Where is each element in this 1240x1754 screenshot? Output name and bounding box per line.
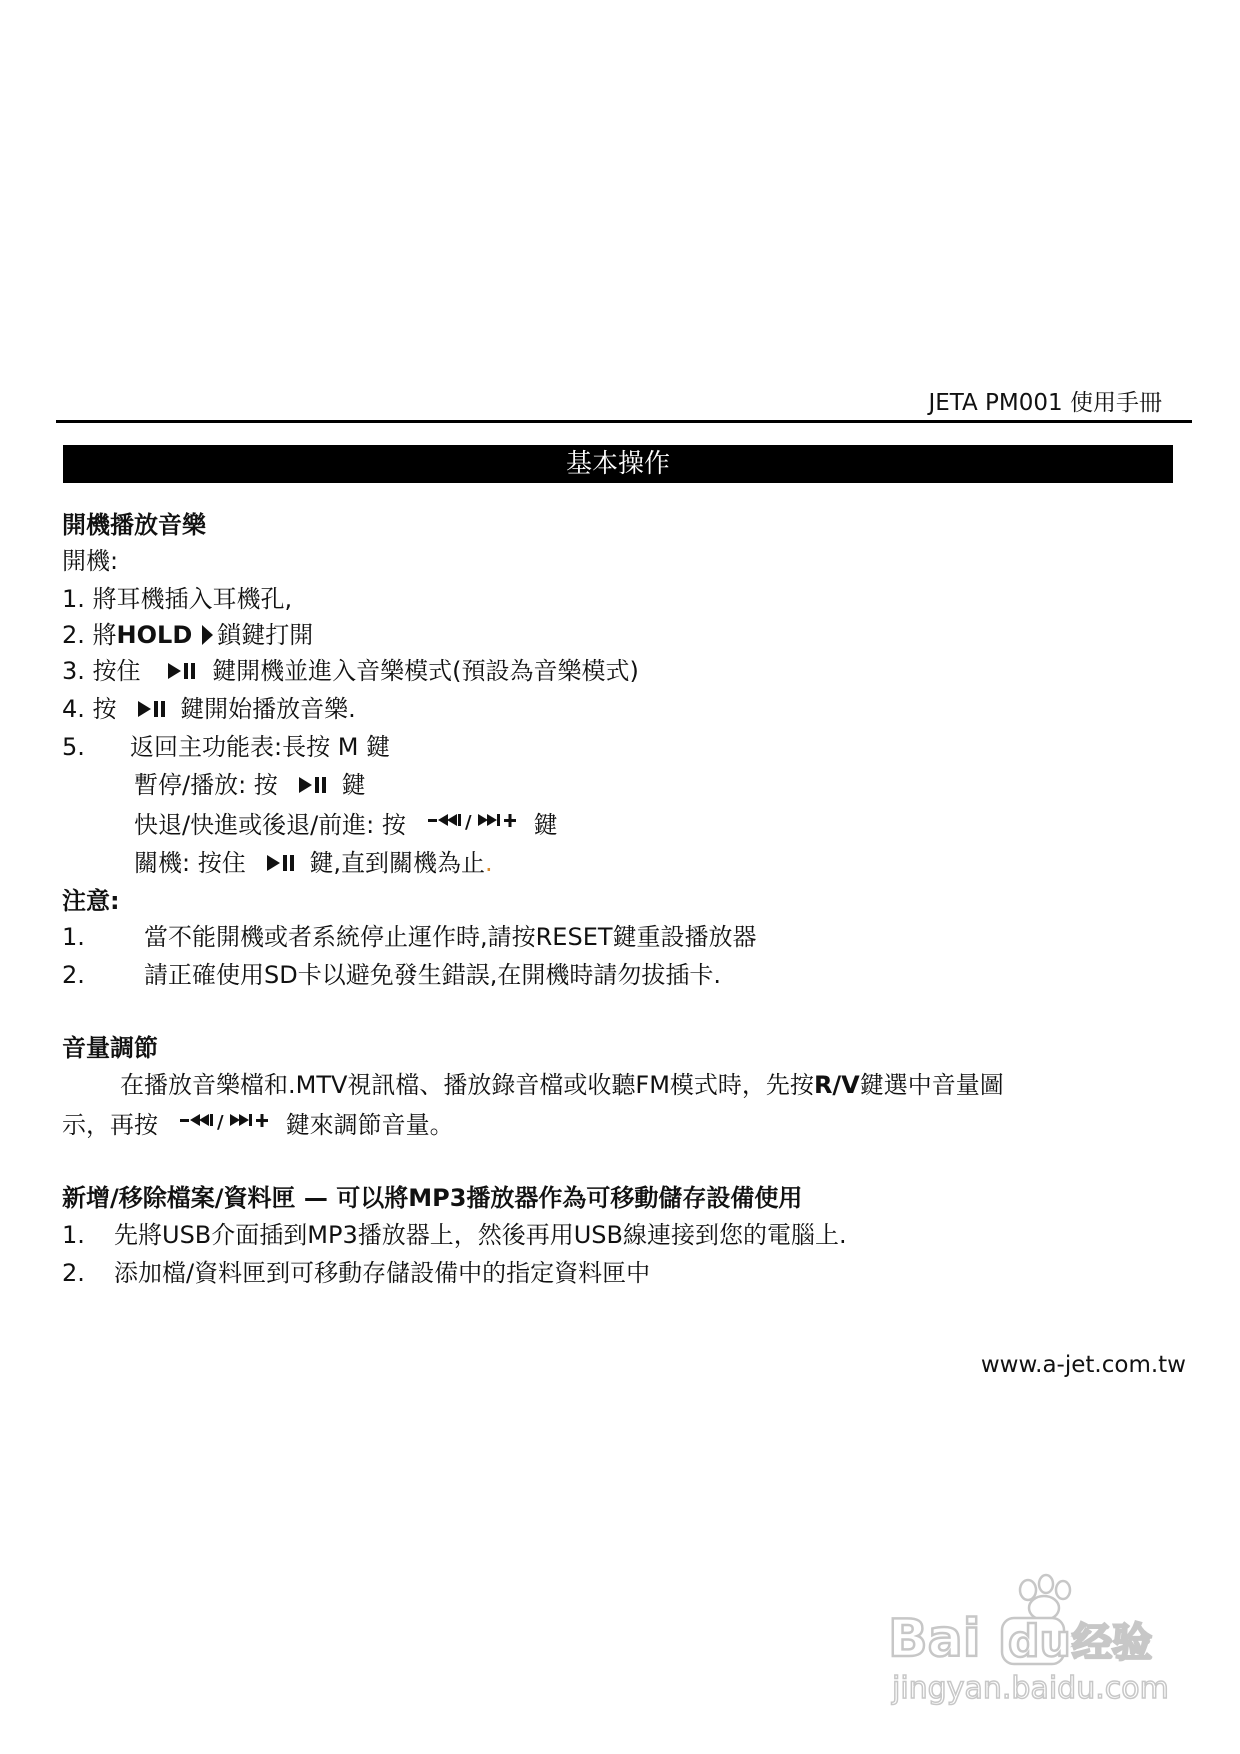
step-3: [62, 656, 639, 688]
manual-title: JETA PM001 使用手冊: [928, 390, 1162, 416]
header-rule: [56, 420, 1192, 423]
section-heading-volume: 音量調節: [62, 1034, 158, 1062]
power-off-text: 關機: 按住: [134, 849, 246, 877]
svg-text:Bai: Bai: [888, 1609, 981, 1669]
play-pause-icon: [168, 658, 198, 688]
storage-heading-a: 新增/移除檔案/資料匣 — 可以將: [62, 1184, 409, 1212]
step-2: [62, 620, 313, 650]
hold-label: HOLD: [116, 621, 193, 649]
play-pause-icon: [138, 696, 168, 726]
step-4-prefix: 4. 按: [62, 695, 117, 723]
rewind-forward-icon: [428, 812, 522, 842]
sub-heading-power-on: 開機:: [62, 547, 119, 575]
orange-period: .: [485, 849, 493, 877]
step-3-suffix: 鍵開機並進入音樂模式(預設為音樂模式): [212, 657, 639, 685]
note-2-num: 2.: [62, 961, 85, 989]
svg-text:经验: 经验: [1072, 1620, 1152, 1666]
step-1: 1. 將耳機插入耳機孔,: [62, 585, 293, 613]
volume-paragraph-line-1: [120, 1070, 1004, 1100]
rv-key-label: R/V: [813, 1071, 860, 1099]
section-band: 基本操作: [63, 445, 1173, 483]
section-heading-power: 開機播放音樂: [62, 511, 206, 539]
step-3-prefix: 3. 按住: [62, 657, 141, 685]
pause-key-word: 鍵: [341, 771, 366, 799]
hold-arrow-icon: [202, 625, 213, 645]
step-4: [62, 694, 356, 726]
website-url: www.a-jet.com.tw: [980, 1352, 1186, 1378]
step-5-pause: [134, 770, 365, 802]
storage-heading-c: 播放器作為可移動儲存設備使用: [466, 1184, 803, 1212]
note-2: 請正確使用SD卡以避免發生錯誤,在開機時請勿拔插卡.: [144, 961, 721, 989]
svg-text:jingyan.baidu.com: jingyan.baidu.com: [892, 1671, 1169, 1706]
volume-paragraph-line-2: [62, 1110, 454, 1142]
section-heading-storage: [62, 1183, 802, 1213]
note-1-num: 1.: [62, 923, 85, 951]
svg-text:du: du: [1008, 1616, 1071, 1667]
play-pause-icon: [299, 772, 329, 802]
volume-text-4: 鍵來調節音量。: [285, 1111, 454, 1139]
svg-text:/: /: [216, 1113, 224, 1133]
svg-text:/: /: [464, 813, 472, 833]
play-pause-icon: [267, 850, 297, 880]
volume-text-2: 鍵選中音量圖: [859, 1071, 1004, 1099]
note-1: 當不能開機或者系統停止運作時,請按RESET鍵重設播放器: [144, 923, 757, 951]
storage-item-2: 添加檔/資料匣到可移動存儲設備中的指定資料匣中: [114, 1259, 651, 1287]
pause-text: 暫停/播放: 按: [134, 771, 278, 799]
seek-key-word: 鍵: [533, 811, 558, 839]
step-5-num: 5.: [62, 733, 85, 761]
storage-item-1: 先將USB介面插到MP3播放器上，然後再用USB線連接到您的電腦上.: [114, 1221, 847, 1249]
step-2-prefix: 2. 將: [62, 621, 117, 649]
power-off-suffix: 鍵,直到關機為止: [309, 849, 485, 877]
volume-text-3: 示，再按: [62, 1111, 158, 1139]
step-5-seek: [134, 810, 558, 842]
step-4-suffix: 鍵開始播放音樂.: [180, 695, 356, 723]
storage-heading-b: MP3: [408, 1184, 467, 1212]
storage-item-1-num: 1.: [62, 1221, 85, 1249]
volume-text-1: 在播放音樂檔和.MTV視訊檔、播放錄音檔或收聽FM模式時，先按: [120, 1071, 814, 1099]
storage-item-2-num: 2.: [62, 1259, 85, 1287]
baidu-watermark: [880, 1570, 1200, 1710]
note-heading: 注意:: [62, 887, 120, 915]
seek-text: 快退/快進或後退/前進: 按: [134, 811, 406, 839]
rewind-forward-icon: [180, 1112, 274, 1142]
step-5: 返回主功能表:長按 M 鍵: [130, 733, 391, 761]
step-2-suffix: 鎖鍵打開: [217, 621, 314, 649]
step-5-power-off: [134, 848, 493, 880]
